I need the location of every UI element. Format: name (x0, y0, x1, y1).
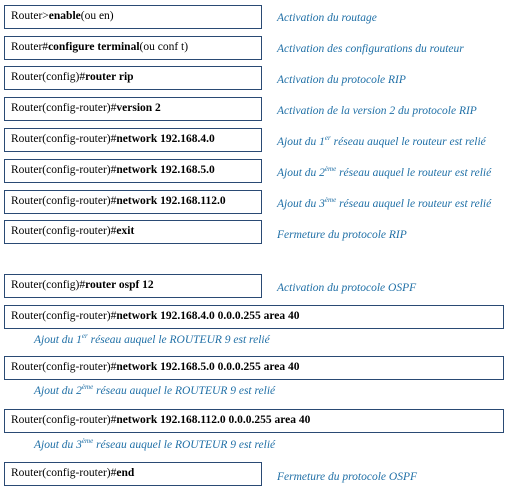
description-text: Ajout du 3 (277, 198, 325, 210)
command-prefix: Router(config-router)# (11, 467, 117, 480)
ordinal-suffix: ème (81, 437, 94, 445)
command-keyword: network 192.168.4.0 0.0.0.255 area 40 (116, 310, 300, 323)
description-text: Ajout du 3 (34, 439, 82, 451)
command-suffix: (ou en) (80, 10, 114, 23)
command-keyword: network 192.168.112.0 0.0.0.255 area 40 (116, 414, 311, 427)
rip-command-network-1 (4, 128, 262, 152)
ordinal-suffix: ème (324, 165, 337, 173)
ordinal-suffix: er (81, 332, 88, 340)
command-keyword: version 2 (116, 102, 161, 115)
description-text: réseau auquel le routeur est relié (336, 167, 492, 179)
rip-description-router-rip: Activation du protocole RIP (277, 74, 406, 86)
command-keyword: end (116, 467, 135, 480)
command-prefix: Router(config-router)# (11, 310, 117, 323)
description-text: Ajout du 2 (277, 167, 325, 179)
command-prefix: Router(config)# (11, 279, 86, 292)
command-keyword: router rip (85, 71, 134, 84)
command-keyword: enable (48, 10, 81, 23)
rip-command-router-rip (4, 66, 262, 90)
ospf-description-network-2 (34, 383, 276, 398)
command-keyword: router ospf 12 (85, 279, 154, 292)
command-keyword: network 192.168.112.0 (116, 195, 226, 208)
command-prefix: Router(config-router)# (11, 361, 117, 374)
description-text: réseau auquel le routeur est relié (330, 136, 486, 148)
command-keyword: configure terminal (48, 41, 140, 54)
ordinal-suffix: er (324, 134, 331, 142)
command-keyword: network 192.168.5.0 0.0.0.255 area 40 (116, 361, 300, 374)
command-prefix: Router> (11, 10, 49, 23)
command-prefix: Router(config)# (11, 71, 86, 84)
rip-description-version-2: Activation de la version 2 du protocole RIP (277, 105, 477, 117)
command-prefix: Router# (11, 41, 49, 54)
ospf-description-end: Fermeture du protocole OSPF (277, 471, 417, 483)
ospf-command-network-2 (4, 356, 504, 380)
command-prefix: Router(config-router)# (11, 225, 117, 238)
rip-description-configure-terminal: Activation des configurations du routeur (277, 43, 464, 55)
command-prefix: Router(config-router)# (11, 133, 117, 146)
ordinal-suffix: ème (324, 196, 337, 204)
command-suffix: (ou conf t) (139, 41, 189, 54)
command-prefix: Router(config-router)# (11, 195, 117, 208)
rip-command-enable (4, 5, 262, 29)
command-keyword: network 192.168.4.0 (116, 133, 215, 146)
rip-description-exit: Fermeture du protocole RIP (277, 229, 407, 241)
rip-description-network-1 (277, 134, 486, 149)
description-text: réseau auquel le routeur est relié (336, 198, 492, 210)
rip-description-enable: Activation du routage (277, 12, 377, 24)
description-text: Ajout du 2 (34, 385, 82, 397)
command-keyword: network 192.168.5.0 (116, 164, 215, 177)
ospf-command-end (4, 462, 262, 486)
ospf-description-router-ospf: Activation du protocole OSPF (277, 282, 417, 294)
description-text: réseau auquel le ROUTEUR 9 est relié (93, 385, 276, 397)
command-prefix: Router(config-router)# (11, 414, 117, 427)
ordinal-suffix: ème (81, 383, 94, 391)
rip-description-network-3 (277, 196, 492, 211)
rip-command-network-3 (4, 190, 262, 214)
ospf-command-router-ospf (4, 274, 262, 298)
description-text: réseau auquel le ROUTEUR 9 est relié (87, 334, 270, 346)
description-text: Ajout du 1 (34, 334, 82, 346)
rip-description-network-2 (277, 165, 492, 180)
rip-command-exit (4, 220, 262, 244)
ospf-command-network-3 (4, 409, 504, 433)
description-text: Ajout du 1 (277, 136, 325, 148)
command-keyword: exit (116, 225, 135, 238)
rip-command-version-2 (4, 97, 262, 121)
command-prefix: Router(config-router)# (11, 102, 117, 115)
rip-command-network-2 (4, 159, 262, 183)
ospf-description-network-3 (34, 437, 276, 452)
rip-command-configure-terminal (4, 36, 262, 60)
ospf-description-network-1 (34, 332, 270, 347)
ospf-command-network-1 (4, 305, 504, 329)
description-text: réseau auquel le ROUTEUR 9 est relié (93, 439, 276, 451)
command-prefix: Router(config-router)# (11, 164, 117, 177)
